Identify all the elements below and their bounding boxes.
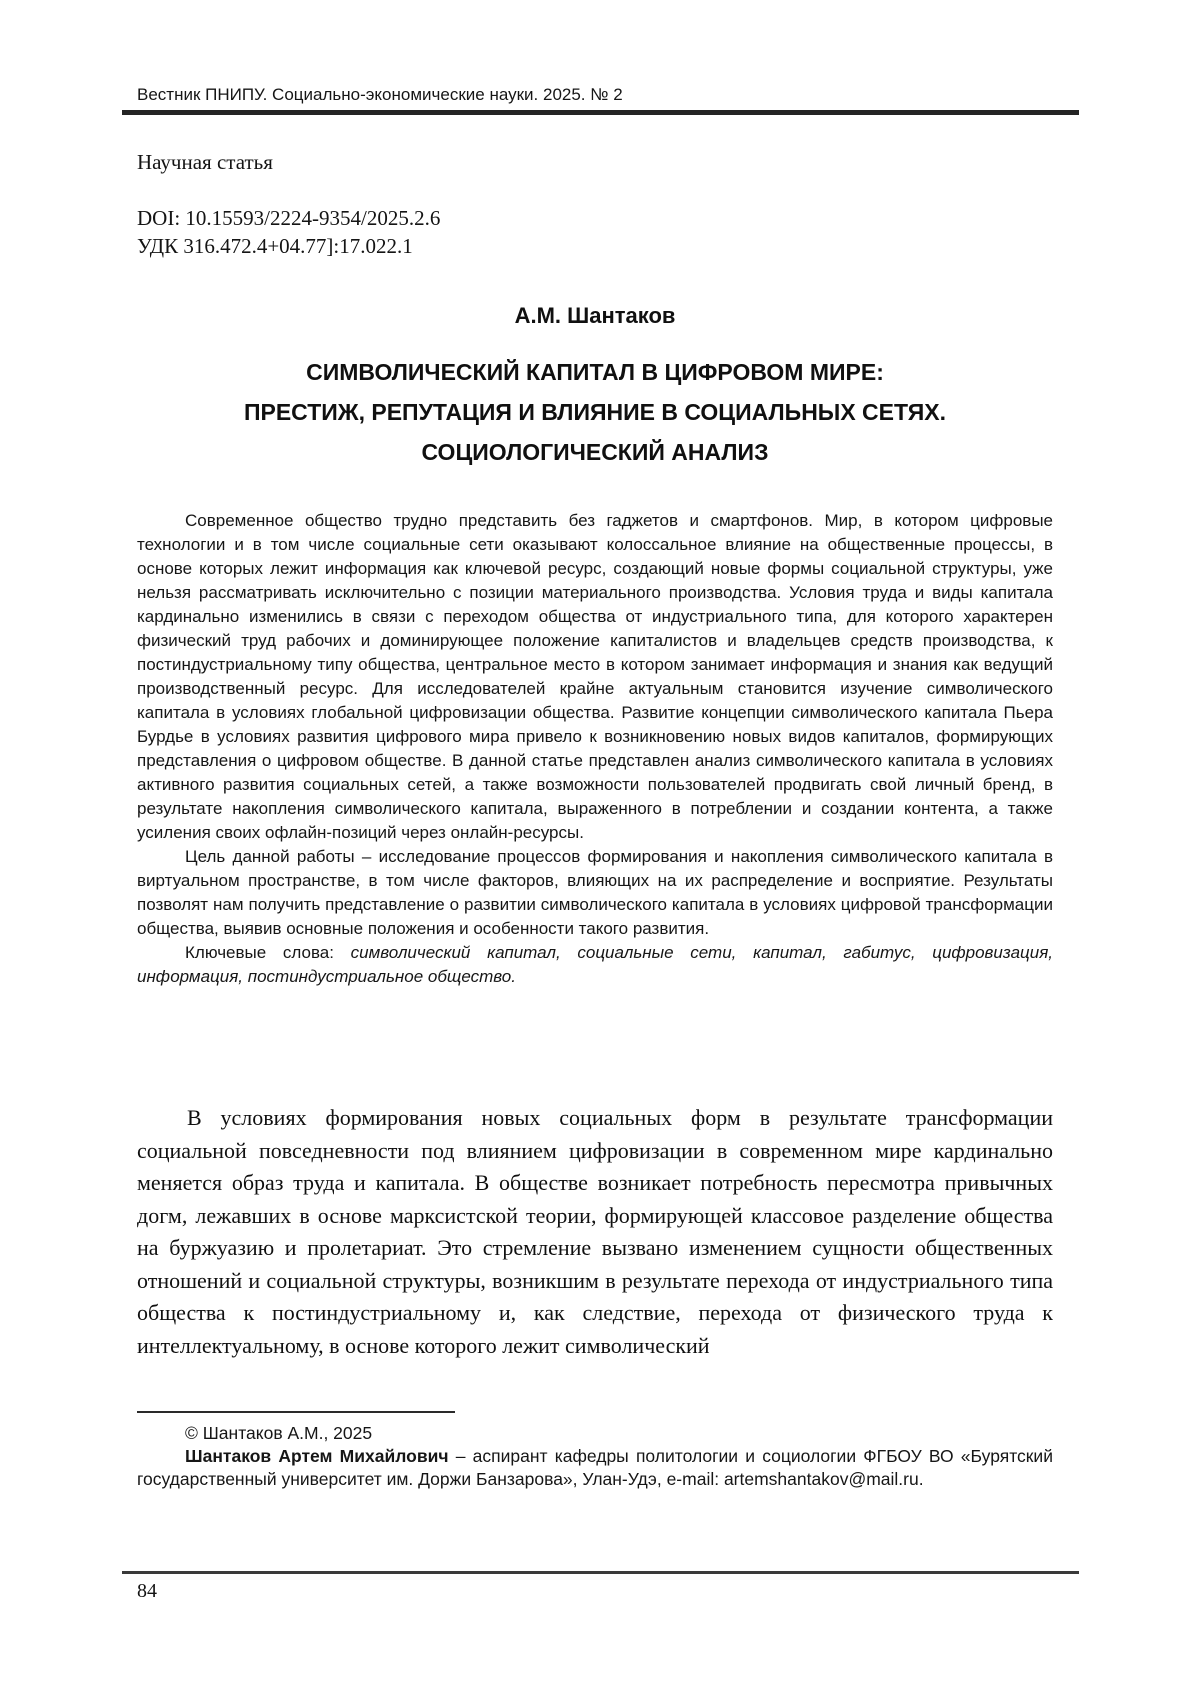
author-bio-text: – аспирант кафедры политологии и социологии ФГБОУ ВО «Бурятский государственный университет им. Доржи Банзарова», Улан-Удэ, e-mail: artemshantakov@mail.ru. <box>137 1446 1053 1489</box>
author-name: А.М. Шантаков <box>514 303 676 328</box>
keywords-label: Ключевые слова: <box>185 943 334 962</box>
article-identifiers <box>137 204 440 260</box>
page-bottom-rule <box>122 1571 1079 1574</box>
author-bio-name: Шантаков Артем Михайлович <box>185 1446 449 1466</box>
udk-line: УДК 316.472.4+04.77]:17.022.1 <box>137 234 413 258</box>
header-double-rule <box>122 110 1079 115</box>
keywords-text: символический капитал, социальные сети, капитал, габитус, цифровизация, информация, постиндустриальное общество. <box>137 943 1054 986</box>
abstract-paragraph-2: Цель данной работы – исследование процессов формирования и накопления символического капитала в виртуальном пространстве, в том числе факторов, влияющих на их распределение и восприятие. Результаты позволят нам получить представление о развитии символического капитала в условиях цифровой трансформации общества, выявив основные положения и особенности такого развития. <box>137 847 1053 938</box>
article-type-label: Научная статья <box>137 150 273 174</box>
journal-header: Вестник ПНИПУ. Социально-экономические науки. 2025. № 2 <box>137 85 623 104</box>
copyright-line: © Шантаков А.М., 2025 <box>185 1423 373 1443</box>
footnote-block <box>137 1411 1053 1491</box>
footnote-rule <box>137 1411 455 1413</box>
body-paragraph-1: В условиях формирования новых социальных форм в результате трансформации социальной повседневности под влиянием цифровизации в современном мире кардинально меняется образ труда и капитала. В обществе возникает потребность пересмотра привычных догм, лежавших в основе марксистской теории, формирующей классовое разделение общества на буржуазию и пролетариат. Это стремление вызвано изменением сущности общественных отношений и социальной структуры, возникшим в результате перехода от индустриального типа общества к постиндустриальному и, как следствие, перехода от физического труда к интеллектуальному, в основе которого лежит символический <box>137 1105 1053 1358</box>
article-body <box>137 1102 1053 1362</box>
doi-line: DOI: 10.15593/2224-9354/2025.2.6 <box>137 206 441 230</box>
article-title: СИМВОЛИЧЕСКИЙ КАПИТАЛ В ЦИФРОВОМ МИРЕ: ПРЕСТИЖ, РЕПУТАЦИЯ И ВЛИЯНИЕ В СОЦИАЛЬНЫХ СЕТЯХ. СОЦИОЛОГИЧЕСКИЙ АНАЛИЗ <box>243 359 947 465</box>
page-number: 84 <box>137 1580 157 1602</box>
author-bio-line <box>137 1445 1053 1491</box>
abstract-block <box>137 509 1053 989</box>
abstract-paragraph-1: Современное общество трудно представить без гаджетов и смартфонов. Мир, в котором цифровые технологии и в том числе социальные сети оказывают колоссальное влияние на общественные процессы, в основе которых лежит информация как ключевой ресурс, создающий новые формы социальной структуры, уже нельзя рассматривать исключительно с позиции материального производства. Условия труда и виды капитала кардинально изменились в связи с переходом общества от индустриального типа, для которого характерен физический труд рабочих и доминирующее положение капиталистов и владельцев средств производства, к постиндустриальному типу общества, центральное место в котором занимает информация и знания как ведущий производственный ресурс. Для исследователей крайне актуальным становится изучение символического капитала в условиях глобальной цифровизации общества. Развитие концепции символического капитала Пьера Бурдье в условиях развития цифрового мира привело к возникновению новых видов капиталов, формирующих представления о цифровом обществе. В данной статье представлен анализ символического капитала в условиях активного развития социальных сетей, а также возможности пользователей продвигать свой личный бренд, в результате накопления символического капитала, выраженного в потреблении и создании контента, а также усиления своих офлайн-позиций через онлайн-ресурсы. <box>137 511 1053 842</box>
keywords-line <box>137 941 1053 989</box>
